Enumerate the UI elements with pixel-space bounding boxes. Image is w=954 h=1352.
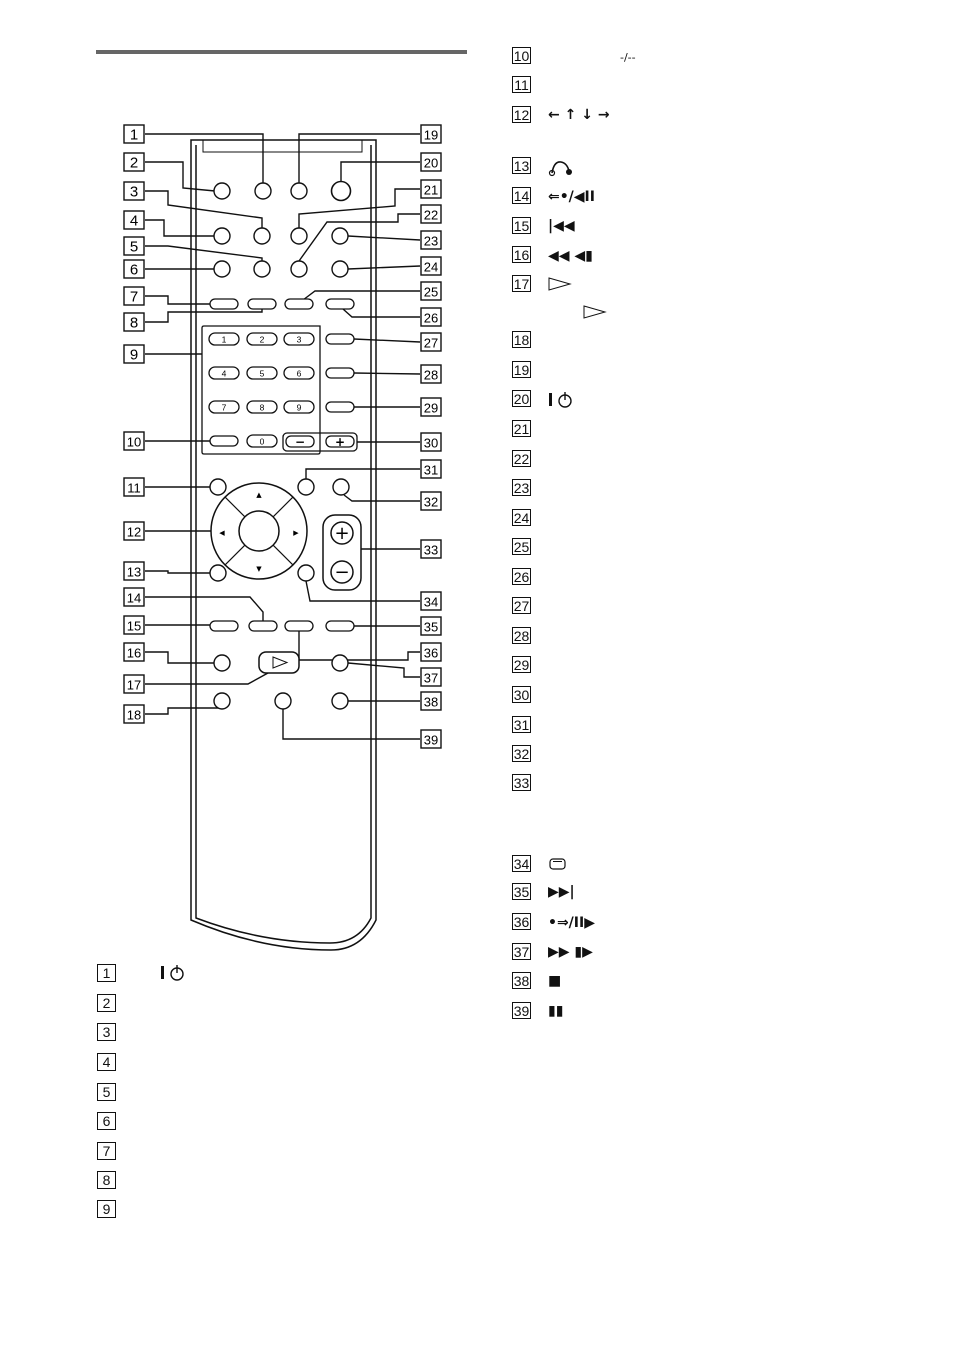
power-icon [160, 963, 188, 983]
previous-icon: |◀◀ [548, 218, 575, 234]
tens-dash-label: -/-- [620, 51, 636, 64]
pill-button[interactable] [248, 299, 276, 309]
legend-number: 1 [97, 964, 116, 982]
next-icon: ▶▶| [548, 884, 575, 900]
pause-icon: ▮▮ [548, 1003, 564, 1019]
callout-number: 14 [126, 590, 142, 606]
legend-number: 28 [513, 627, 530, 644]
round-button[interactable] [214, 183, 230, 199]
power-button[interactable] [332, 182, 351, 201]
callout-number: 31 [423, 462, 439, 478]
power-icon [548, 390, 576, 410]
legend-number: 11 [512, 76, 531, 93]
legend-number: 30 [513, 686, 530, 703]
callout-number: 13 [126, 564, 142, 580]
callout-number: 39 [423, 732, 439, 748]
callout-number: 37 [423, 670, 439, 686]
play-triangle-icon [548, 277, 572, 291]
round-button[interactable] [333, 479, 349, 495]
pill-button[interactable] [210, 299, 238, 309]
stop-icon: ■ [548, 973, 562, 989]
round-button[interactable] [214, 693, 230, 709]
legend-number: 31 [513, 716, 530, 733]
legend-number: 14 [513, 187, 530, 204]
round-button[interactable] [332, 655, 348, 671]
legend-number: 18 [513, 331, 530, 348]
remote-buttons [202, 182, 361, 710]
callout-number: 35 [423, 619, 439, 635]
advance-slow-icon: •⇒/II▶ [548, 915, 595, 931]
legend-number: 19 [513, 361, 530, 378]
round-button[interactable] [298, 565, 314, 581]
callout-number: 2 [129, 154, 139, 172]
legend-number: 23 [513, 479, 530, 496]
number-button-label: 3 [296, 334, 302, 345]
callout-number: 28 [423, 367, 439, 383]
callout-number: 36 [423, 645, 439, 661]
callout-number: 5 [129, 238, 139, 256]
legend-number: 37 [513, 943, 530, 960]
legend-number: 32 [513, 745, 530, 762]
number-button-label: 6 [296, 368, 302, 379]
legend-number: 21 [513, 420, 530, 437]
callout-number: 20 [423, 155, 439, 171]
svg-text:◀: ◀ [219, 529, 225, 537]
callout-number: 34 [423, 594, 439, 610]
round-button[interactable] [298, 479, 314, 495]
legend-number: 17 [513, 275, 530, 292]
legend-number: 26 [513, 568, 530, 585]
pill-button[interactable] [326, 621, 354, 631]
enter-button[interactable] [239, 511, 279, 551]
pill-button[interactable] [210, 621, 238, 631]
display-icon [549, 857, 567, 871]
number-button-label: 2 [259, 334, 265, 345]
pill-button[interactable] [210, 436, 238, 446]
round-button[interactable] [254, 228, 270, 244]
callout-number: 24 [423, 259, 439, 275]
legend-number: 10 [513, 47, 530, 64]
svg-text:▼: ▼ [256, 565, 262, 573]
svg-text:▶: ▶ [293, 529, 299, 537]
legend-number: 5 [97, 1083, 116, 1101]
round-button[interactable] [255, 183, 271, 199]
callout-number: 26 [423, 310, 439, 326]
section-header-rule [96, 50, 467, 54]
pill-button[interactable] [326, 368, 354, 378]
legend-number: 12 [513, 106, 530, 123]
legend-number: 13 [513, 157, 530, 174]
number-button-label: 4 [221, 368, 227, 379]
svg-text:−: − [294, 435, 306, 449]
legend-number: 24 [513, 509, 530, 526]
legend-number: 9 [97, 1200, 116, 1218]
round-button[interactable] [210, 565, 226, 581]
number-button-label: 0 [259, 436, 265, 447]
callout-number: 9 [129, 346, 139, 364]
callout-number: 12 [126, 524, 142, 540]
legend-number: 29 [513, 656, 530, 673]
pill-button[interactable] [249, 621, 277, 631]
callout-number: 29 [423, 400, 439, 416]
round-button[interactable] [214, 261, 230, 277]
forward-step-icon: ▶▶ ▮▶ [548, 944, 593, 960]
legend-number: 27 [513, 597, 530, 614]
pill-button[interactable] [285, 621, 313, 631]
legend-number: 8 [97, 1171, 116, 1189]
callout-number: 23 [423, 233, 439, 249]
legend-number: 22 [513, 450, 530, 467]
return-icon [548, 159, 574, 177]
callout-number: 25 [423, 284, 439, 300]
round-button[interactable] [291, 228, 307, 244]
callout-number: 11 [127, 480, 141, 496]
legend-number: 2 [97, 994, 116, 1012]
legend-number: 34 [513, 855, 530, 872]
round-button[interactable] [254, 261, 270, 277]
number-button-label: 5 [259, 368, 265, 379]
round-button[interactable] [332, 228, 348, 244]
svg-text:▲: ▲ [256, 491, 262, 499]
callout-number: 1 [129, 126, 139, 144]
number-button-label: 7 [221, 402, 227, 413]
pill-button[interactable] [326, 334, 354, 344]
round-button[interactable] [210, 479, 226, 495]
legend-number: 25 [513, 538, 530, 555]
number-button-label: 8 [259, 402, 265, 413]
callout-number: 7 [129, 288, 139, 306]
callout-number: 17 [126, 677, 142, 693]
round-button[interactable] [214, 655, 230, 671]
callout-number: 6 [129, 261, 139, 279]
legend-number: 15 [513, 217, 530, 234]
round-button[interactable] [291, 261, 307, 277]
svg-text:−: − [334, 562, 350, 583]
play-triangle-icon [583, 305, 607, 319]
legend-number: 33 [513, 774, 530, 791]
legend-number: 4 [97, 1053, 116, 1071]
legend-number: 20 [513, 390, 530, 407]
round-button[interactable] [332, 261, 348, 277]
callout-number: 4 [129, 212, 139, 230]
callout-number: 32 [423, 494, 439, 510]
callout-number: 30 [423, 435, 439, 451]
legend-number: 38 [513, 972, 530, 989]
legend-number: 39 [513, 1002, 530, 1019]
arrow-keys-icon: ← ↑ ↓ → [548, 107, 610, 123]
legend-number: 7 [97, 1142, 116, 1160]
legend-number: 36 [513, 913, 530, 930]
callout-number: 3 [129, 183, 139, 201]
round-button[interactable] [275, 693, 291, 709]
callout-number: 27 [423, 335, 439, 351]
callout-number: 16 [126, 645, 142, 661]
round-button[interactable] [291, 183, 307, 199]
callout-number: 10 [126, 434, 142, 450]
callout-number: 38 [423, 694, 439, 710]
callout-number: 33 [423, 542, 439, 558]
callout-number: 21 [423, 182, 439, 198]
legend-number: 3 [97, 1023, 116, 1041]
svg-text:+: + [334, 435, 346, 449]
legend-number: 35 [513, 883, 530, 900]
number-button-label: 1 [221, 334, 227, 345]
callout-number: 15 [126, 618, 142, 634]
callout-number: 22 [423, 207, 439, 223]
rewind-step-icon: ◀◀ ◀▮ [548, 248, 593, 264]
svg-text:+: + [334, 523, 350, 544]
callout-number: 18 [126, 707, 142, 723]
pill-button[interactable] [326, 299, 354, 309]
legend-number: 6 [97, 1112, 116, 1130]
play-button[interactable] [259, 652, 299, 673]
pill-button[interactable] [285, 299, 313, 309]
round-button[interactable] [332, 693, 348, 709]
round-button[interactable] [214, 228, 230, 244]
callout-number: 8 [129, 314, 139, 332]
number-button-label: 9 [296, 402, 302, 413]
instant-replay-slow-icon: ⇐•/◀II [548, 189, 595, 205]
callout-number: 19 [423, 127, 439, 143]
legend-number: 16 [513, 246, 530, 263]
pill-button[interactable] [326, 402, 354, 412]
